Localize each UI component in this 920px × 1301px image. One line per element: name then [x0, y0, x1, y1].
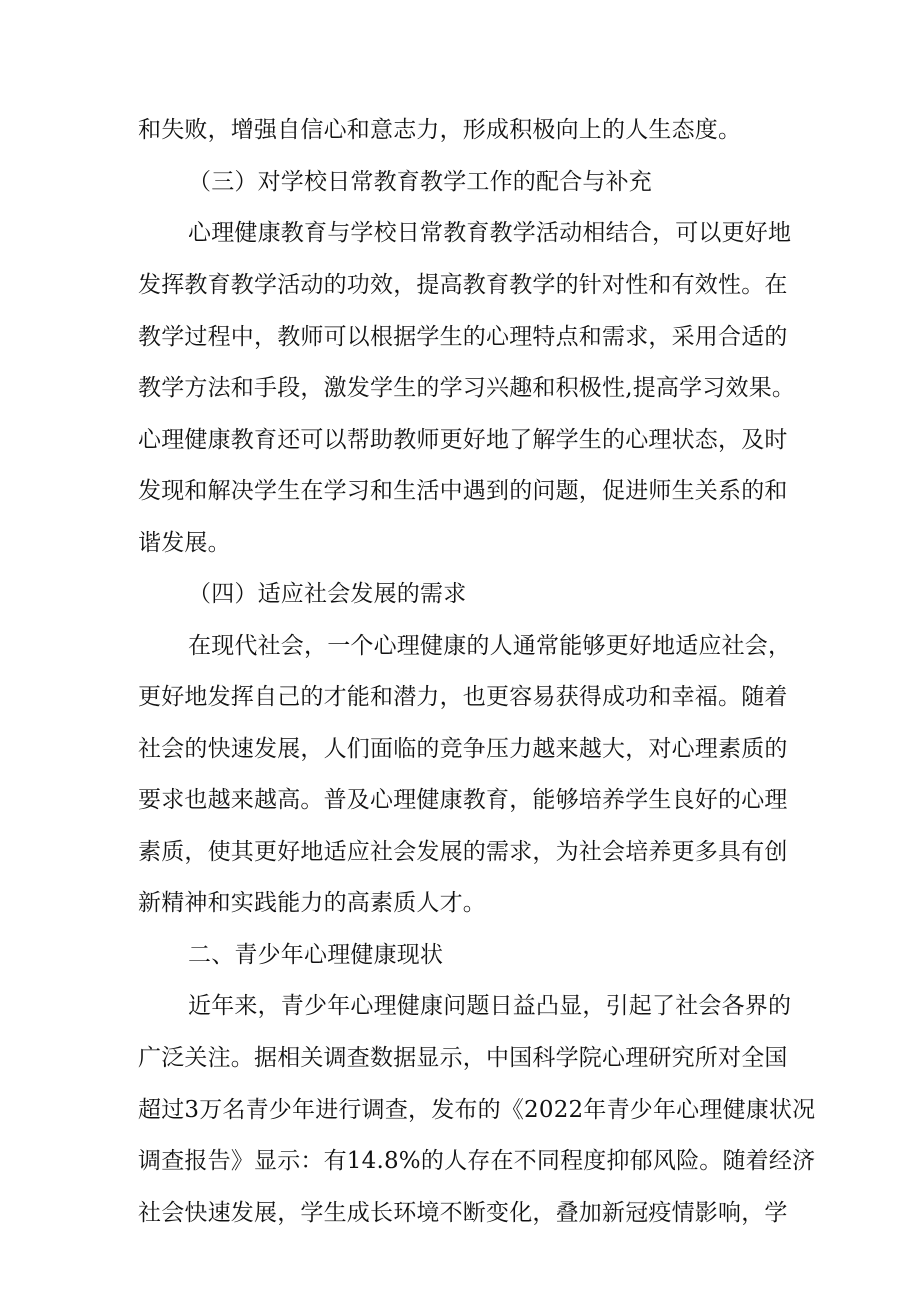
paragraph-line: 教学过程中，教师可以根据学生的心理特点和需求，采用合适的 — [138, 324, 788, 350]
section-heading-2: 二、青少年心理健康现状 — [188, 942, 444, 968]
paragraph-line: 教学方法和手段，激发学生的学习兴趣和积极性,提高学习效果。 — [138, 375, 796, 401]
paragraph-line: 要求也越来越高。普及心理健康教育，能够培养学生良好的心理 — [138, 787, 788, 813]
paragraph-line: 心理健康教育还可以帮助教师更好地了解学生的心理状态，及时 — [138, 427, 788, 453]
section-heading-4: （四）适应社会发展的需求 — [188, 581, 467, 607]
paragraph-line: 素质，使其更好地适应社会发展的需求，为社会培养更多具有创 — [138, 839, 788, 865]
paragraph-line: 在现代社会，一个心理健康的人通常能够更好地适应社会， — [188, 633, 792, 659]
paragraph-line: 广泛关注。据相关调查数据显示，中国科学院心理研究所对全国 — [138, 1045, 788, 1071]
paragraph-line: 谐发展。 — [138, 530, 231, 556]
paragraph-line: 更好地发挥自己的才能和潜力，也更容易获得成功和幸福。随着 — [138, 684, 788, 710]
paragraph-line: 新精神和实践能力的高素质人才。 — [138, 890, 486, 916]
paragraph-line: 发现和解决学生在学习和生活中遇到的问题，促进师生关系的和 — [138, 478, 788, 504]
paragraph-line: 调查报告》显示：有14.8%的人存在不同程度抑郁风险。随着经济 — [138, 1148, 816, 1174]
paragraph-line: 发挥教育教学活动的功效，提高教育教学的针对性和有效性。在 — [138, 272, 788, 298]
paragraph-line: 近年来，青少年心理健康问题日益凸显，引起了社会各界的 — [188, 993, 792, 1019]
paragraph-line: 心理健康教育与学校日常教育教学活动相结合，可以更好地 — [188, 220, 792, 246]
paragraph-line: 社会的快速发展，人们面临的竞争压力越来越大，对心理素质的 — [138, 736, 788, 762]
paragraph-line: 和失败，增强自信心和意志力，形成积极向上的人生态度。 — [138, 117, 742, 143]
section-heading-3: （三）对学校日常教育教学工作的配合与补充 — [188, 169, 652, 195]
paragraph-line: 超过3万名青少年进行调查，发布的《2022年青少年心理健康状况 — [138, 1097, 816, 1123]
paragraph-line: 社会快速发展，学生成长环境不断变化，叠加新冠疫情影响，学 — [138, 1200, 788, 1226]
